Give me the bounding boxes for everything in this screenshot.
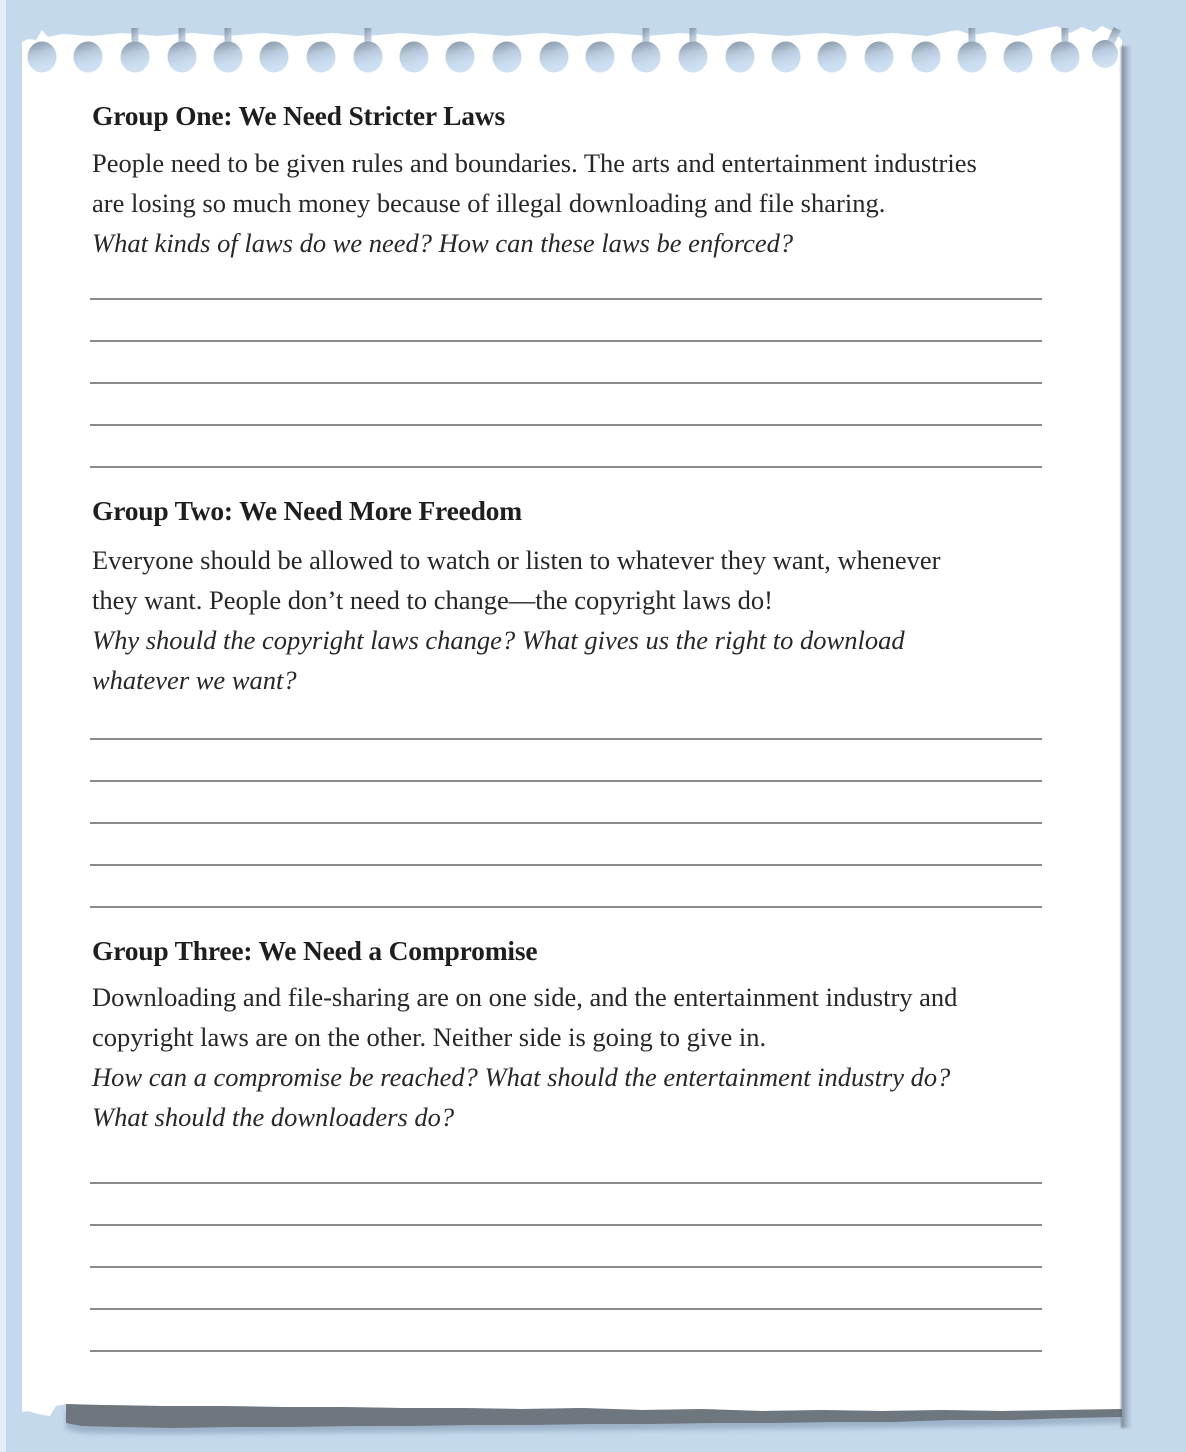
answer-line <box>90 822 1042 864</box>
body-line: Downloading and file-sharing are on one side, and the entertainment industry and <box>92 982 958 1012</box>
body-line: Everyone should be allowed to watch or listen to whatever they want, whenever <box>92 545 941 575</box>
answer-line <box>90 298 1042 340</box>
torn-paper-top-edge <box>22 24 1122 80</box>
section-text-group-two <box>92 540 1082 700</box>
section-heading-group-three: Group Three: We Need a Compromise <box>92 935 538 966</box>
question-line: whatever we want? <box>92 665 297 695</box>
answer-line <box>90 382 1042 424</box>
answer-line <box>90 738 1042 780</box>
section-heading-group-one: Group One: We Need Stricter Laws <box>92 100 505 131</box>
page-left-glare <box>0 0 6 1452</box>
answer-lines-group-two <box>90 738 1042 948</box>
answer-line <box>90 1182 1042 1224</box>
answer-line <box>90 1224 1042 1266</box>
question-line: What kinds of laws do we need? How can these laws be enforced? <box>92 228 794 258</box>
answer-lines-group-one <box>90 298 1042 508</box>
question-line: How can a compromise be reached? What should the entertainment industry do? <box>92 1062 951 1092</box>
answer-line <box>90 1266 1042 1308</box>
answer-line <box>90 340 1042 382</box>
question-line: Why should the copyright laws change? What gives us the right to download <box>92 625 905 655</box>
body-line: are losing so much money because of illegal downloading and file sharing. <box>92 188 886 218</box>
answer-lines-group-three <box>90 1182 1042 1392</box>
body-line: People need to be given rules and boundaries. The arts and entertainment industries <box>92 148 977 178</box>
torn-paper-bottom-edge <box>22 1396 1122 1442</box>
question-line: What should the downloaders do? <box>92 1102 455 1132</box>
answer-line <box>90 864 1042 906</box>
body-line: they want. People don’t need to change—the copyright laws do! <box>92 585 773 615</box>
paper-right-shadow <box>1121 46 1132 1428</box>
answer-line <box>90 1308 1042 1350</box>
section-heading-group-two: Group Two: We Need More Freedom <box>92 495 522 526</box>
section-text-group-three <box>92 977 1082 1137</box>
section-text-group-one <box>92 143 1082 263</box>
answer-line <box>90 424 1042 466</box>
body-line: copyright laws are on the other. Neither side is going to give in. <box>92 1022 767 1052</box>
answer-line <box>90 1350 1042 1392</box>
answer-line <box>90 780 1042 822</box>
